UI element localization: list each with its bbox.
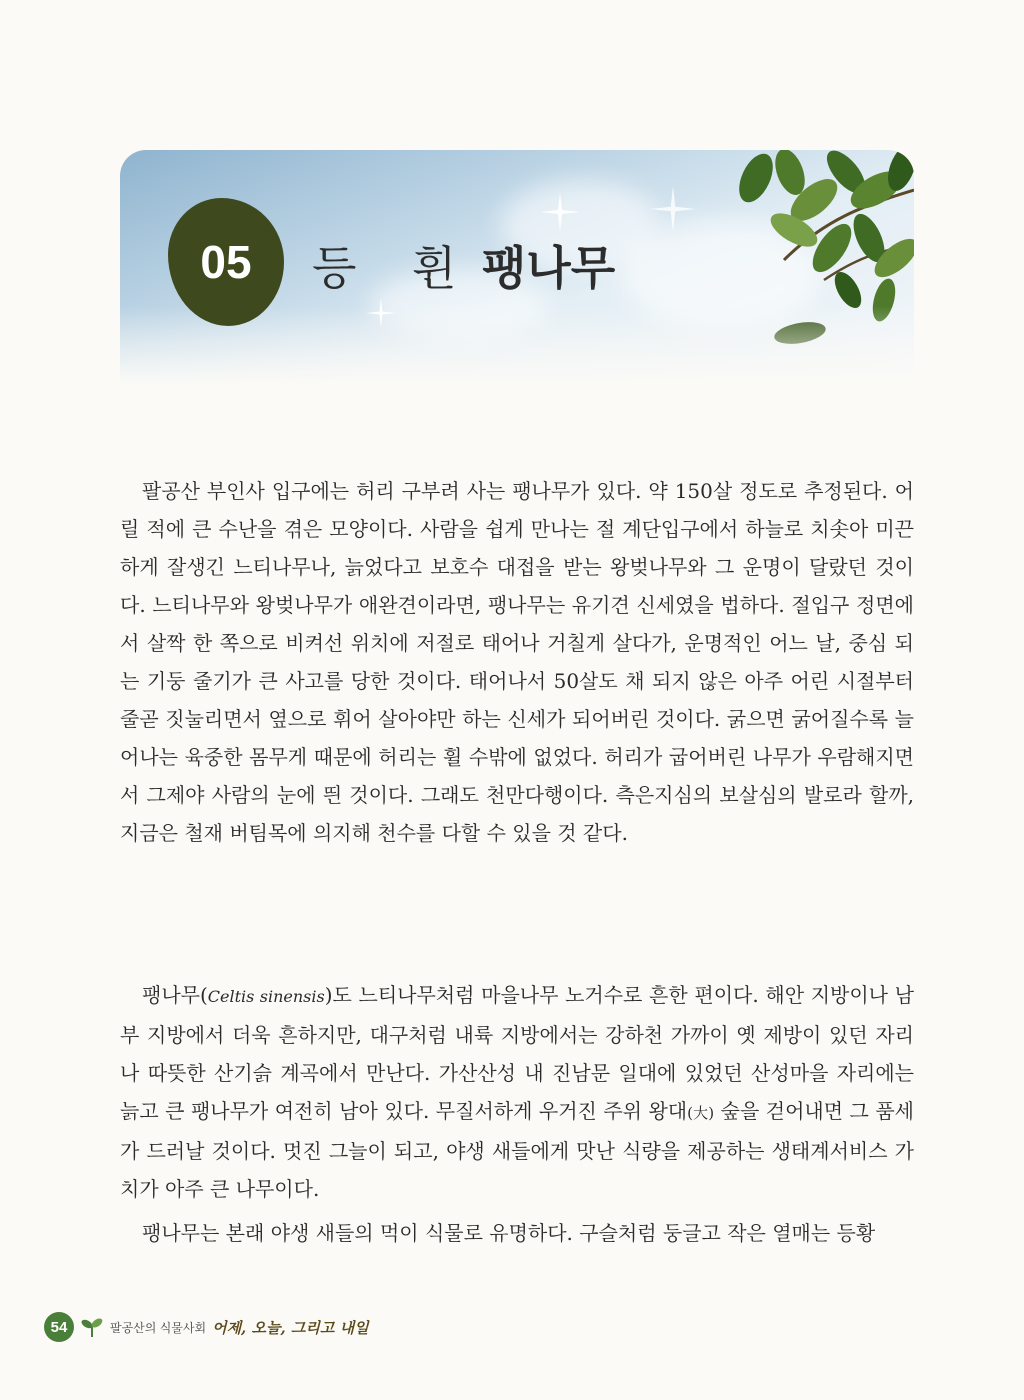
chapter-title [312, 232, 615, 298]
paragraph [120, 976, 914, 1208]
paragraph: 팔공산 부인사 입구에는 허리 구부려 사는 팽나무가 있다. 약 150살 정도로 추정된다. 어릴 적에 큰 수난을 겪은 모양이다. 사람을 쉽게 만나는 절 계단입구에서 하늘로 치솟아 미끈하게 잘생긴 느티나무나, 늙었다고 보호수 대접을 받는 왕벚나무와 그 운명이 달랐던 것이다. 느티나무와 왕벚나무가 애완견이라면, 팽나무는 유기견 신세였을 법하다. 절입구 정면에서 살짝 한 쪽으로 비켜선 위치에 저절로 태어나 거칠게 살다가, 운명적인 어느 날, 중심 되는 기둥 줄기가 큰 사고를 당한 것이다. 태어나서 50살도 채 되지 않은 아주 어린 시절부터 줄곧 짓눌리면서 옆으로 휘어 살아야만 하는 신세가 되어버린 것이다. 굵으면 굵어질수록 늘어나는 육중한 몸무게 때문에 허리는 휠 수밖에 없었다. 허리가 굽어버린 나무가 우람해지면서 그제야 사람의 눈에 띈 것이다. 그래도 천만다행이다. 측은지심의 보살심의 발로라 할까, 지금은 철재 버팀목에 의지해 천수를 다할 수 있을 것 같다. [120, 479, 914, 845]
paragraph: 팽나무는 본래 야생 새들의 먹이 식물로 유명하다. 구슬처럼 둥글고 작은 열매는 등황 [142, 1221, 876, 1245]
chapter-title-light: 등 휜 [312, 243, 479, 294]
page-number: 54 [44, 1312, 74, 1342]
paragraph-text: 팽나무( [142, 983, 208, 1007]
body-section-2 [120, 976, 914, 1252]
page-footer [44, 1312, 369, 1342]
hanja-note: (大) [687, 1104, 715, 1122]
paragraph-text: )도 느티나무처럼 마을나무 노거수로 흔한 편이다. 해안 지방이나 남부 지방에서 더욱 흔하지만, 대구처럼 내륙 지방에서는 강하천 가까이 옛 제방이 있던 자리나 따뜻한 산기슭 계곡에서 만난다. 가산산성 내 진남문 일대에 있었던 산성마을 자리에는 늙고 큰 팽나무가 여전히 남아 있다. 무질서하게 우거진 주위 왕대 [120, 983, 914, 1123]
book-title: 팔공산의 식물사회 [110, 1320, 207, 1335]
sparkle-icon [540, 192, 580, 232]
body-section-1 [120, 472, 914, 852]
book-subtitle: 어제, 오늘, 그리고 내일 [212, 1318, 369, 1337]
chapter-number: 05 [200, 236, 252, 288]
scientific-name: Celtis sinensis [207, 987, 325, 1006]
chapter-title-bold: 팽나무 [481, 243, 616, 294]
paragraph-text: 숲을 걷어내면 그 품세가 드러날 것이다. 멋진 그늘이 되고, 야생 새들에게 맛난 식량을 제공하는 생태계서비스 가치가 아주 큰 나무이다. [120, 1099, 914, 1201]
sprout-icon [80, 1316, 104, 1338]
chapter-banner [120, 150, 914, 386]
